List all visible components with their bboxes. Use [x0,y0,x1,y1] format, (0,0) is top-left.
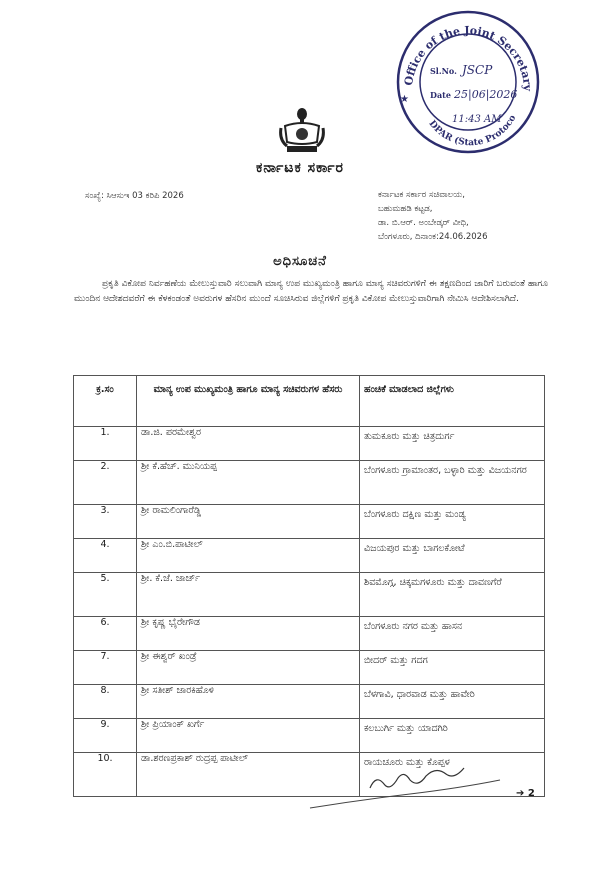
table-row [74,427,545,461]
table-row [74,617,545,651]
notification-body: ಪ್ರಕೃತಿ ವಿಕೋಪ ನಿರ್ವಹಣೆಯ ಮೇಲುಸ್ತುವಾರಿ ಸಲುವಾಗಿ ಮಾನ್ಯ ಉಪ ಮುಖ್ಯಮಂತ್ರಿ ಹಾಗೂ ಮಾನ್ಯ ಸಚಿವರುಗಳಿಗೆ ಈ ತಕ್ಷಣದಿಂದ ಜಾರಿಗೆ ಬರುವಂತೆ ಹಾಗೂ ಮುಂದಿನ ಆದೇಶದವರೆಗೆ ಈ ಕೆಳಕಂಡಂತೆ ಅವರುಗಳ ಹೆಸರಿನ ಮುಂದೆ ಸೂಚಿಸಿರುವ ಜಿಲ್ಲೆಗಳಿಗೆ ಪ್ರಕೃತಿ ವಿಕೋಪ ಮೇಲುಸ್ತುವಾರಿಗಾಗಿ ನೇಮಿಸಿ ಆದೇಶಿಸಲಾಗಿದೆ. [74,279,548,304]
stamp-date-value: 25|06|2026 [454,88,518,101]
cell-name: ಶ್ರೀ ರಾಮಲಿಂಗಾರೆಡ್ಡಿ [137,505,360,539]
cell-districts: ಬೆಂಗಳೂರು ದಕ್ಷಿಣ ಮತ್ತು ಮಂಡ್ಯ [360,505,545,539]
reference-number: ಸಂಖ್ಯೆ: ಸಿಆಸುಇ 03 ಕರಿಪಿ 2026 [85,191,184,201]
cell-sl: 4. [74,539,137,573]
cell-sl: 6. [74,617,137,651]
cell-districts: ಕಲಬುರ್ಗಿ ಮತ್ತು ಯಾದಗಿರಿ [360,719,545,753]
header-name: ಮಾನ್ಯ ಉಪ ಮುಖ್ಯಮಂತ್ರಿ ಹಾಗೂ ಮಾನ್ಯ ಸಚಿವರುಗಳ ಹೆಸರು [137,376,360,427]
cell-districts: ಬೀದರ್ ಮತ್ತು ಗದಗ [360,651,545,685]
cell-name: ಶ್ರೀ ಈಶ್ವರ್ ಖಂಡ್ರೆ [137,651,360,685]
stamp-sl-value: JSCP [462,63,493,77]
notification-title: ಅಧಿಸೂಚನೆ [273,254,327,269]
cell-districts: ಶಿವಮೊಗ್ಗ, ಚಿಕ್ಕಮಗಳೂರು ಮತ್ತು ದಾವಣಗೆರೆ [360,573,545,617]
table-row [74,461,545,505]
address-line-date: ಬೆಂಗಳೂರು, ದಿನಾಂಕ:24.06.2026 [378,232,488,242]
allocation-table [73,375,545,797]
stamp-sl-label: Sl.No. [430,66,457,76]
cell-sl: 2. [74,461,137,505]
stamp-ring-text: Office of the Joint Secretary [402,23,535,92]
table-row [74,573,545,617]
next-page-indicator: ➔ 2 [516,788,535,799]
office-address [378,188,488,244]
svg-text:Office of the Joint Secretary [402,24,534,92]
cell-sl: 7. [74,651,137,685]
stamp-bottom-text: DPAR (State Protoco [426,113,519,149]
cell-districts: ವಿಜಯಪುರ ಮತ್ತು ಬಾಗಲಕೋಟೆ [360,539,545,573]
table-row [74,685,545,719]
cell-name: ಶ್ರೀ ಪ್ರಿಯಾಂಕ್ ಖರ್ಗೆ [137,719,360,753]
address-line: ಕರ್ನಾಟಕ ಸರ್ಕಾರ ಸಚಿವಾಲಯ, [378,190,465,200]
cell-name: ಶ್ರೀ ಎಂ.ಬಿ.ಪಾಟೀಲ್ [137,539,360,573]
cell-name: ಶ್ರೀ ಸತೀಶ್ ಜಾರಕಿಹೊಳಿ [137,685,360,719]
table-row [74,651,545,685]
government-title: ಕರ್ನಾಟಕ ಸರ್ಕಾರ [256,160,344,176]
cell-name: ಡಾ.ಶರಣಪ್ರಕಾಶ್ ರುದ್ರಪ್ಪ ಪಾಟೀಲ್ [137,753,360,797]
stamp-time-value: 11:43 AM [452,114,502,125]
cell-name: ಶ್ರೀ ಕೆ.ಹೆಚ್. ಮುನಿಯಪ್ಪ [137,461,360,505]
cell-sl: 8. [74,685,137,719]
cell-sl: 1. [74,427,137,461]
cell-sl: 3. [74,505,137,539]
address-line: ಡಾ. ಬಿ.ಆರ್. ಅಂಬೇಡ್ಕರ್ ವೀಧಿ, [378,218,469,228]
table-row [74,539,545,573]
table-header-row [74,376,545,427]
svg-text:★: ★ [400,94,409,105]
header-sl: ಕ್ರ.ಸಂ [74,376,137,427]
cell-districts: ರಾಯಚೂರು ಮತ್ತು ಕೊಪ್ಪಳ [360,753,545,797]
table-row [74,719,545,753]
office-stamp [392,6,544,158]
cell-districts: ಬೆಂಗಳೂರು ಗ್ರಾಮಾಂತರ, ಬಳ್ಳಾರಿ ಮತ್ತು ವಿಜಯನಗರ [360,461,545,505]
karnataka-emblem-icon [279,106,325,156]
cell-sl: 10. [74,753,137,797]
address-line: ಬಹುಮಹಡಿ ಕಟ್ಟಡ, [378,204,433,214]
stamp-date-label: Date [430,90,451,100]
cell-districts: ಬೆಳಗಾವಿ, ಧಾರವಾಡ ಮತ್ತು ಹಾವೇರಿ [360,685,545,719]
signature [300,750,550,820]
cell-districts: ಬೆಂಗಳೂರು ನಗರ ಮತ್ತು ಹಾಸನ [360,617,545,651]
cell-districts: ತುಮಕೂರು ಮತ್ತು ಚಿತ್ರದುರ್ಗ [360,427,545,461]
cell-sl: 9. [74,719,137,753]
table-row [74,505,545,539]
header-districts: ಹಂಚಿಕೆ ಮಾಡಲಾದ ಜಿಲ್ಲೆಗಳು [360,376,545,427]
cell-name: ಶ್ರೀ. ಕೆ.ಜೆ. ಜಾರ್ಜ್ [137,573,360,617]
cell-name: ಶ್ರೀ ಕೃಷ್ಣ ಭೈರೇಗೌಡ [137,617,360,651]
cell-name: ಡಾ.ಜಿ. ಪರಮೇಶ್ವರ [137,427,360,461]
cell-sl: 5. [74,573,137,617]
